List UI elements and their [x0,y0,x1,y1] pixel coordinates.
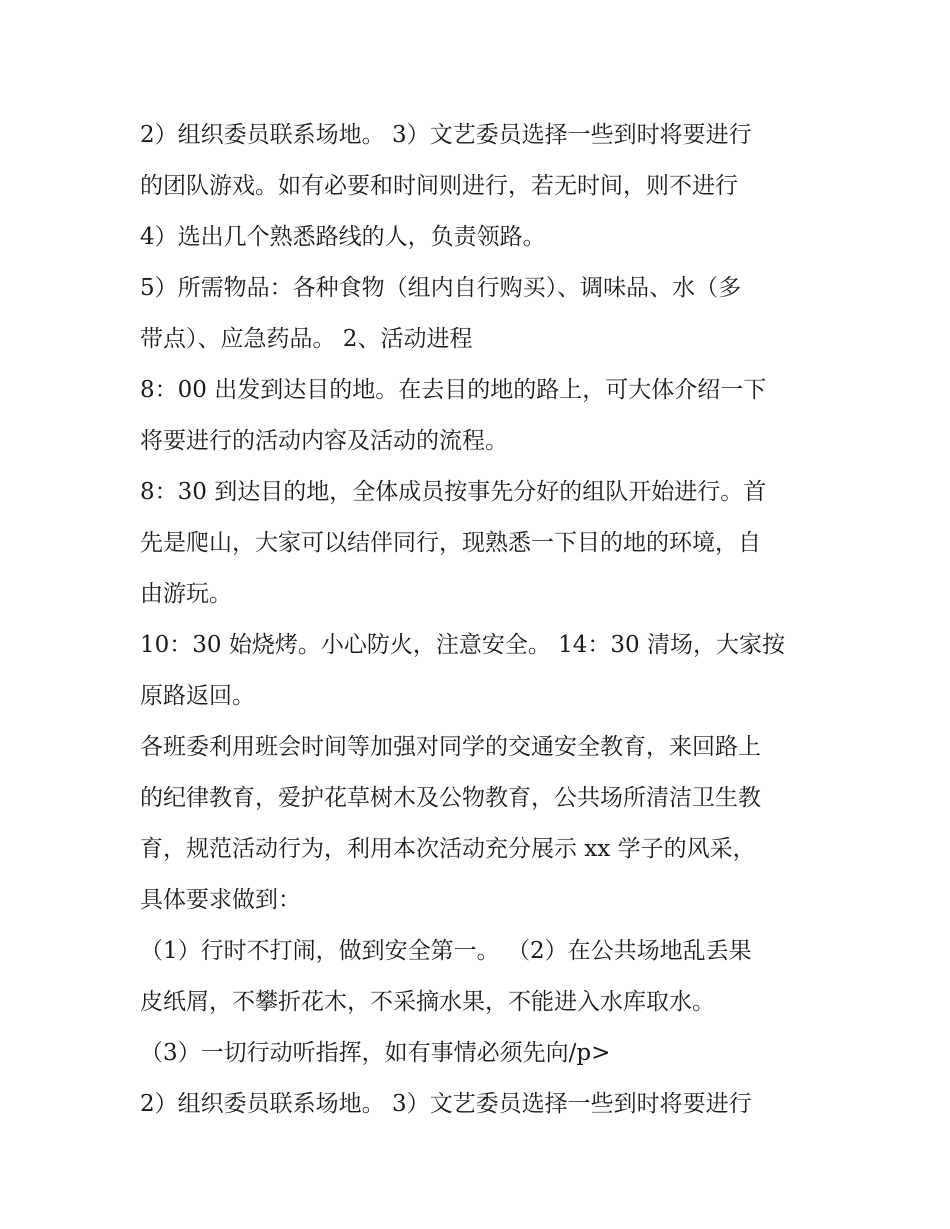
text-line-11: 10：30 始烧烤。小心防火，注意安全。 14：30 清场，大家按 [140,632,785,658]
text-line-5: 带点）、应急药品。 2、活动进程 [140,326,473,352]
document-body [140,110,820,1130]
text-line-12: 原路返回。 [140,683,255,709]
text-line-16: 具体要求做到： [140,887,301,913]
text-line-2: 的团队游戏。如有必要和时间则进行，若无时间，则不进行 [140,173,738,199]
text-line-20: 2）组织委员联系场地。 3）文艺委员选择一些到时将要进行 [140,1091,752,1117]
text-line-3: 4）选出几个熟悉路线的人，负责领路。 [140,224,546,250]
text-line-19: （3）一切行动听指挥，如有事情必须先向/p> [140,1040,611,1066]
text-line-6: 8：00 出发到达目的地。在去目的地的路上，可大体介绍一下 [140,377,767,403]
text-line-9: 先是爬山，大家可以结伴同行，现熟悉一下目的地的环境，自 [140,530,761,556]
text-line-15: 育，规范活动行为，利用本次活动充分展示 xx 学子的风采， [140,836,756,862]
text-line-10: 由游玩。 [140,581,232,607]
text-line-8: 8：30 到达目的地，全体成员按事先分好的组队开始进行。首 [140,479,767,505]
text-line-4: 5）所需物品：各种食物（组内自行购买）、调味品、水（多 [140,275,742,301]
text-line-1: 2）组织委员联系场地。 3）文艺委员选择一些到时将要进行 [140,122,752,148]
text-line-7: 将要进行的活动内容及活动的流程。 [140,428,508,454]
text-line-18: 皮纸屑，不攀折花木，不采摘水果，不能进入水库取水。 [140,989,715,1015]
text-line-17: （1）行时不打闹，做到安全第一。 （2）在公共场地乱丢果 [140,938,752,964]
text-line-14: 的纪律教育，爱护花草树木及公物教育，公共场所清洁卫生教 [140,785,761,811]
text-line-13: 各班委利用班会时间等加强对同学的交通安全教育，来回路上 [140,734,761,760]
